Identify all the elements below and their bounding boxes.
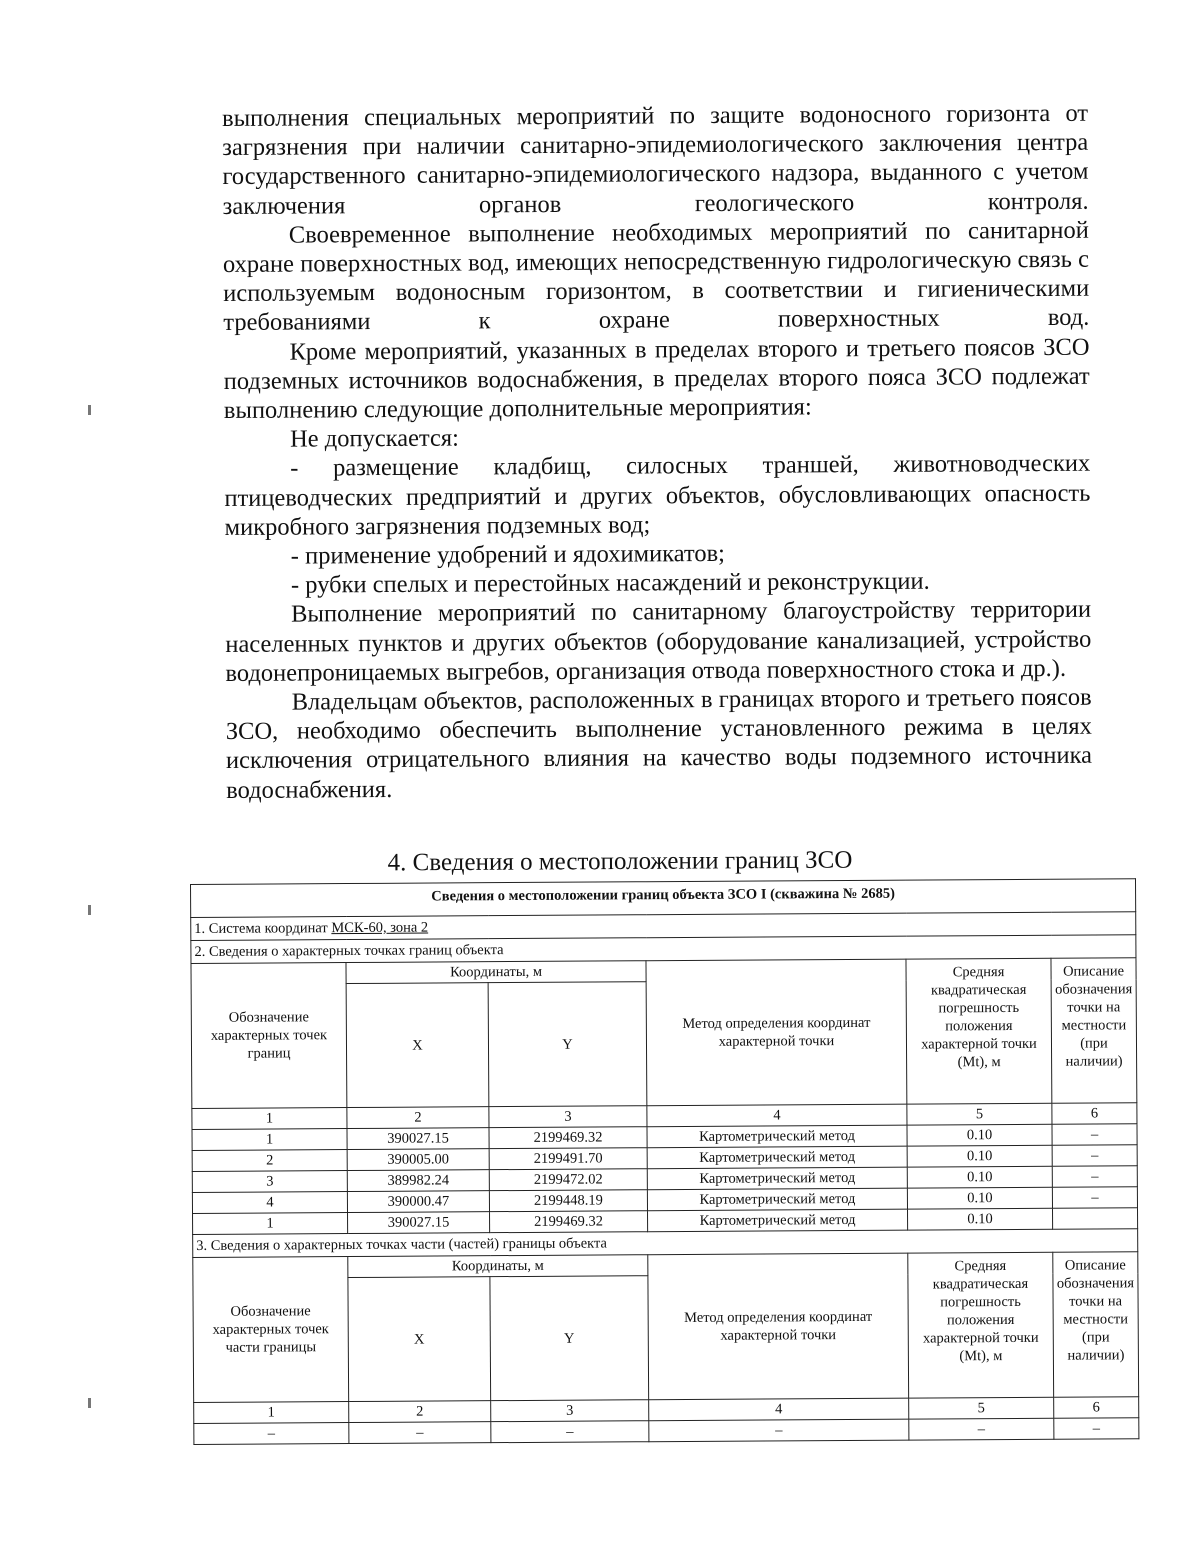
col-method-header: Метод определения координат характерной точки bbox=[648, 1253, 909, 1400]
point-desc bbox=[1052, 1208, 1137, 1230]
coordinate-system-value: МСК-60, зона 2 bbox=[331, 919, 429, 937]
point-id: 3 bbox=[192, 1171, 347, 1193]
col-number: 3 bbox=[491, 1400, 649, 1422]
paragraph: выполнения специальных мероприятий по защите водоносного горизонта от загрязнения при наличии санитарно-эпидемиологического заключения центра государственного санитарно-эпидемиологического надзора, выданного с учетом заключения органов геологического контроля. bbox=[222, 99, 1089, 220]
col-x-header: X bbox=[348, 1277, 491, 1402]
col-y-header: Y bbox=[490, 1276, 649, 1401]
coord-x: 390000.47 bbox=[347, 1191, 489, 1213]
col-error-header: Средняя квадратическая погрешность положения характерной точки (Mt), м bbox=[906, 958, 1052, 1104]
col-number: 5 bbox=[909, 1397, 1054, 1419]
list-item: - применение удобрений и ядохимикатов; bbox=[290, 539, 726, 570]
paragraph: Владельцам объектов, расположенных в границах второго и третьего поясов ЗСО, необходимо обеспечить выполнение установленного режима в целях исключения отрицательного влияния на качество воды подземного источника водоснабжения. bbox=[225, 683, 1093, 804]
point-id: 1 bbox=[193, 1213, 348, 1235]
point-id: 4 bbox=[192, 1192, 347, 1214]
col-coords-header: Координаты, м bbox=[346, 961, 646, 984]
point-desc: – bbox=[1052, 1124, 1137, 1146]
list-item: - размещение кладбищ, силосных траншей, животноводческих птицеводческих предприятий и других объектов, обусловливающих опасность микробного загрязнения подземных вод; bbox=[224, 450, 1091, 541]
col-number: 1 bbox=[194, 1402, 349, 1424]
error-mt: 0.10 bbox=[907, 1208, 1052, 1230]
point-id: – bbox=[194, 1423, 349, 1445]
coord-y: 2199448.19 bbox=[489, 1190, 647, 1212]
col-number: 2 bbox=[347, 1107, 489, 1129]
section-3-header: 3. Сведения о характерных точках части (частей) границы объекта bbox=[193, 1229, 1138, 1258]
col-coords-header: Координаты, м bbox=[348, 1255, 648, 1278]
coord-y: 2199469.32 bbox=[489, 1127, 647, 1149]
col-number: 4 bbox=[647, 1104, 907, 1127]
paragraph: Выполнение мероприятий по санитарному благоустройству территории населенных пунктов и других объектов (оборудование канализацией, устройство водонепроницаемых выгребов, организация отвода поверхностного стока и др.). bbox=[225, 596, 1092, 687]
col-number: 4 bbox=[649, 1398, 909, 1421]
col-method-header: Метод определения координат характерной точки bbox=[646, 959, 907, 1106]
col-error-header: Средняя квадратическая погрешность положения характерной точки (Mt), м bbox=[908, 1252, 1054, 1398]
coord-x: 390027.15 bbox=[347, 1128, 489, 1150]
boundary-table bbox=[190, 878, 1138, 1445]
section-title: 4. Сведения о местоположении границ ЗСО bbox=[387, 846, 853, 877]
col-point-header: Обозначение характерных точек границ bbox=[191, 963, 347, 1109]
point-desc: – bbox=[1052, 1187, 1137, 1209]
col-number: 5 bbox=[907, 1103, 1052, 1125]
error-mt: 0.10 bbox=[907, 1187, 1052, 1209]
col-number: 6 bbox=[1052, 1103, 1137, 1125]
body-text bbox=[222, 99, 1092, 805]
coord-x: 389982.24 bbox=[347, 1170, 489, 1192]
point-desc: – bbox=[1054, 1418, 1139, 1440]
table-row bbox=[194, 1418, 1139, 1445]
col-desc-header: Описание обозначения точки на местности (при наличии) bbox=[1051, 958, 1137, 1104]
method: Картометрический метод bbox=[647, 1188, 907, 1211]
coord-y: 2199472.02 bbox=[489, 1169, 647, 1191]
scan-margin-mark bbox=[88, 905, 91, 915]
col-number: 2 bbox=[349, 1401, 491, 1423]
method: – bbox=[649, 1419, 909, 1442]
scan-margin-mark bbox=[88, 405, 91, 415]
coord-y: 2199491.70 bbox=[489, 1148, 647, 1170]
method: Картометрический метод bbox=[647, 1167, 907, 1190]
paragraph: Не допускается: bbox=[289, 424, 460, 453]
coord-y: – bbox=[491, 1421, 649, 1443]
error-mt: 0.10 bbox=[907, 1166, 1052, 1188]
method: Картометрический метод bbox=[647, 1146, 907, 1169]
col-number: 1 bbox=[192, 1108, 347, 1130]
coordinate-system-label: 1. Система координат bbox=[194, 920, 332, 937]
point-id: 1 bbox=[192, 1129, 347, 1151]
scan-margin-mark bbox=[88, 1398, 91, 1408]
paragraph: Своевременное выполнение необходимых мероприятий по санитарной охране поверхностных вод, имеющих непосредственную гидрологическую связь с используемым водоносным горизонтом, в соответствии и гигиеническими требованиями к охране поверхностных вод. bbox=[222, 216, 1090, 337]
method: Картометрический метод bbox=[647, 1125, 907, 1148]
coord-y: 2199469.32 bbox=[490, 1211, 648, 1233]
point-id: 2 bbox=[192, 1150, 347, 1172]
point-desc: – bbox=[1052, 1145, 1137, 1167]
col-point-part-header: Обозначение характерных точек части границы bbox=[193, 1257, 349, 1403]
table-title: Сведения о местоположении границ объекта ЗСО I (скважина № 2685) bbox=[191, 879, 1136, 918]
col-y-header: Y bbox=[488, 982, 647, 1107]
point-desc: – bbox=[1052, 1166, 1137, 1188]
col-number: 3 bbox=[489, 1106, 647, 1128]
coord-x: 390027.15 bbox=[348, 1212, 490, 1234]
error-mt: 0.10 bbox=[907, 1124, 1052, 1146]
col-number: 6 bbox=[1054, 1397, 1139, 1419]
error-mt: – bbox=[909, 1418, 1054, 1440]
coord-x: – bbox=[349, 1422, 491, 1444]
col-x-header: X bbox=[346, 983, 489, 1108]
list-item: - рубки спелых и перестойных насаждений и реконструкции. bbox=[290, 567, 930, 599]
paragraph: Кроме мероприятий, указанных в пределах второго и третьего поясов ЗСО подземных источников водоснабжения, в пределах второго пояса ЗСО подлежат выполнению следующие дополнительные мероприятия: bbox=[223, 333, 1090, 425]
col-desc-header: Описание обозначения точки на местности (при наличии) bbox=[1053, 1252, 1139, 1398]
method: Картометрический метод bbox=[648, 1209, 908, 1232]
error-mt: 0.10 bbox=[907, 1145, 1052, 1167]
section-2-header: 2. Сведения о характерных точках границ объекта bbox=[191, 935, 1136, 964]
coord-x: 390005.00 bbox=[347, 1149, 489, 1171]
